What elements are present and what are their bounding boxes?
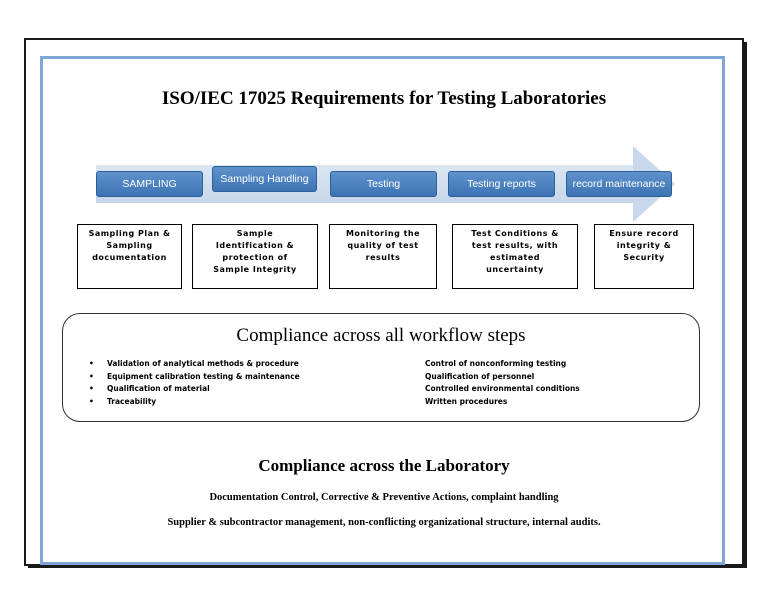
box-line: protection of bbox=[222, 253, 288, 262]
workflow-list-right bbox=[425, 358, 580, 408]
box-line: uncertainty bbox=[486, 265, 544, 274]
box-record-integrity bbox=[594, 224, 694, 289]
frame-shadow-right bbox=[743, 42, 747, 568]
diagram-title: ISO/IEC 17025 Requirements for Testing Laboratories bbox=[161, 88, 607, 109]
step-record-maintenance: record maintenance bbox=[566, 171, 672, 197]
step-sampling-handling: Sampling Handling bbox=[212, 166, 317, 192]
box-line: Test Conditions & bbox=[471, 229, 559, 238]
box-line: Sample Integrity bbox=[213, 265, 297, 274]
box-line: Sampling Plan & bbox=[88, 229, 171, 238]
step-testing-reports: Testing reports bbox=[448, 171, 555, 197]
list-item: • Validation of analytical methods & procedure bbox=[89, 358, 300, 371]
box-line: results bbox=[365, 253, 401, 262]
box-line: Identification & bbox=[215, 241, 295, 250]
list-item: • Traceability bbox=[89, 396, 300, 409]
box-line: test results, with bbox=[471, 241, 559, 250]
box-line: Sampling bbox=[106, 241, 153, 250]
box-line: Ensure record bbox=[609, 229, 679, 238]
box-sample-identification bbox=[192, 224, 318, 289]
workflow-compliance-panel bbox=[62, 313, 700, 422]
step-testing: Testing bbox=[330, 171, 437, 197]
step-sampling: SAMPLING bbox=[96, 171, 203, 197]
box-line: Monitoring the bbox=[345, 229, 421, 238]
list-item: Written procedures bbox=[425, 396, 508, 406]
list-item: Qualification of personnel bbox=[425, 371, 535, 381]
inner-frame bbox=[40, 56, 725, 565]
box-line: estimated bbox=[490, 253, 540, 262]
laboratory-title: Compliance across the Laboratory bbox=[258, 456, 510, 475]
box-sampling-plan bbox=[77, 224, 182, 289]
box-line: integrity & bbox=[616, 241, 672, 250]
box-test-conditions bbox=[452, 224, 578, 289]
list-item: • Equipment calibration testing & maintenance bbox=[89, 371, 300, 384]
list-item: Controlled environmental conditions bbox=[425, 384, 580, 393]
laboratory-line-1: Documentation Control, Corrective & Preventive Actions, complaint handling bbox=[209, 492, 559, 503]
box-line: Security bbox=[623, 253, 665, 262]
laboratory-line-2: Supplier & subcontractor management, non-conflicting organizational structure, internal audits. bbox=[167, 517, 601, 528]
workflow-title: Compliance across all workflow steps bbox=[236, 325, 526, 346]
workflow-list-left bbox=[89, 358, 300, 408]
box-line: Sample bbox=[236, 229, 274, 238]
list-item: • Qualification of material bbox=[89, 383, 300, 396]
box-line: documentation bbox=[92, 253, 167, 262]
box-monitoring-quality bbox=[329, 224, 437, 289]
box-line: quality of test bbox=[347, 241, 419, 250]
list-item: Control of nonconforming testing bbox=[425, 359, 567, 368]
